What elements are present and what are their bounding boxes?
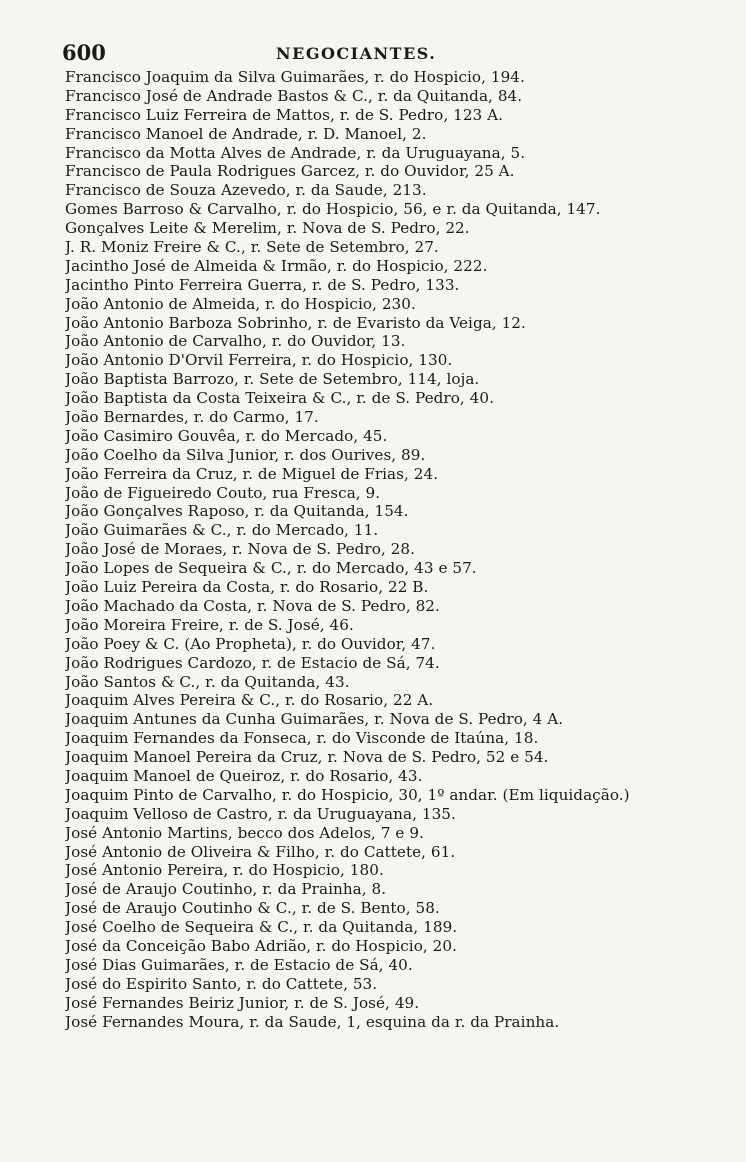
list-item: Francisco da Motta Alves de Andrade, r. da Uruguayana, 5.	[65, 143, 526, 162]
list-item: Joaquim Antunes da Cunha Guimarães, r. Nova de S. Pedro, 4 A.	[65, 710, 564, 729]
list-item: Joaquim Fernandes da Fonseca, r. do Visconde de Itaúna, 18.	[65, 729, 539, 748]
list-item: João Moreira Freire, r. de S. José, 46.	[65, 615, 354, 634]
running-title: NEGOCIANTES.	[276, 44, 437, 63]
list-item: João Ferreira da Cruz, r. de Miguel de Frias, 24.	[65, 464, 439, 483]
list-item: João de Figueiredo Couto, rua Fresca, 9.	[65, 483, 381, 502]
list-item: João Baptista da Costa Teixeira & C., r. de S. Pedro, 40.	[65, 389, 494, 408]
list-item: João Machado da Costa, r. Nova de S. Pedro, 82.	[65, 596, 440, 615]
list-item: Francisco Manoel de Andrade, r. D. Manoel, 2.	[65, 124, 427, 143]
list-item: José de Araujo Coutinho & C., r. de S. Bento, 58.	[65, 899, 440, 918]
list-item: João Baptista Barrozo, r. Sete de Setembro, 114, loja.	[65, 370, 480, 389]
list-item: João Rodrigues Cardozo, r. de Estacio de Sá, 74.	[65, 653, 440, 672]
list-item: Joaquim Velloso de Castro, r. da Uruguayana, 135.	[65, 804, 456, 823]
list-item: José Coelho de Sequeira & C., r. da Quitanda, 189.	[65, 918, 458, 937]
list-item: João Poey & C. (Ao Propheta), r. do Ouvidor, 47.	[65, 634, 436, 653]
list-item: Joaquim Pinto de Carvalho, r. do Hospicio, 30, 1º andar. (Em liquidação.)	[65, 785, 630, 804]
list-item: Gomes Barroso & Carvalho, r. do Hospicio, 56, e r. da Quitanda, 147.	[65, 200, 601, 219]
list-item: João Lopes de Sequeira & C., r. do Mercado, 43 e 57.	[65, 559, 477, 578]
list-item: João Luiz Pereira da Costa, r. do Rosario, 22 B.	[65, 578, 429, 597]
list-item: Joaquim Manoel de Queiroz, r. do Rosario, 43.	[65, 766, 423, 785]
list-item: Gonçalves Leite & Merelim, r. Nova de S. Pedro, 22.	[65, 219, 470, 238]
list-item: J. R. Moniz Freire & C., r. Sete de Setembro, 27.	[65, 238, 439, 257]
list-item: Joaquim Alves Pereira & C., r. do Rosario, 22 A.	[65, 691, 434, 710]
list-item: José Fernandes Beiriz Junior, r. de S. José, 49.	[65, 993, 420, 1012]
page-number: 600	[62, 40, 106, 65]
list-item: José Antonio de Oliveira & Filho, r. do Cattete, 61.	[65, 842, 456, 861]
list-item: José Fernandes Moura, r. da Saude, 1, esquina da r. da Prainha.	[65, 1012, 560, 1031]
list-item: João Gonçalves Raposo, r. da Quitanda, 154.	[65, 502, 409, 521]
list-item: João Bernardes, r. do Carmo, 17.	[65, 408, 319, 427]
list-item: Francisco Luiz Ferreira de Mattos, r. de S. Pedro, 123 A.	[65, 105, 504, 124]
list-item: Francisco Joaquim da Silva Guimarães, r. do Hospicio, 194.	[65, 68, 525, 86]
list-item: Francisco José de Andrade Bastos & C., r. da Quitanda, 84.	[65, 86, 523, 105]
list-item: João Antonio Barboza Sobrinho, r. de Evaristo da Veiga, 12.	[65, 313, 526, 332]
list-item: José Dias Guimarães, r. de Estacio de Sá, 40.	[65, 955, 413, 974]
list-item: João Coelho da Silva Junior, r. dos Ourives, 89.	[65, 445, 426, 464]
list-item: João José de Moraes, r. Nova de S. Pedro, 28.	[65, 540, 415, 559]
list-item: Jacintho Pinto Ferreira Guerra, r. de S. Pedro, 133.	[65, 275, 460, 294]
list-item: José Antonio Pereira, r. do Hospicio, 180.	[65, 861, 384, 880]
list-item: Francisco de Souza Azevedo, r. da Saude, 213.	[65, 181, 427, 200]
list-item: João Guimarães & C., r. do Mercado, 11.	[65, 521, 379, 540]
list-item: João Antonio de Carvalho, r. do Ouvidor, 13.	[65, 332, 406, 351]
list-item: José do Espirito Santo, r. do Cattete, 53.	[65, 974, 378, 993]
list-item: José da Conceição Babo Adrião, r. do Hospicio, 20.	[65, 936, 457, 955]
list-item: João Santos & C., r. da Quitanda, 43.	[65, 672, 350, 691]
list-item: João Antonio D'Orvil Ferreira, r. do Hospicio, 130.	[65, 351, 453, 370]
list-item: João Casimiro Gouvêa, r. do Mercado, 45.	[65, 426, 388, 445]
list-item: José Antonio Martins, becco dos Adelos, 7 e 9.	[65, 823, 424, 842]
list-item: José de Araujo Coutinho, r. da Prainha, 8.	[65, 880, 387, 899]
merchant-list	[65, 68, 741, 1031]
list-item: Jacintho José de Almeida & Irmão, r. do Hospicio, 222.	[65, 256, 488, 275]
list-item: Francisco de Paula Rodrigues Garcez, r. do Ouvidor, 25 A.	[65, 162, 515, 181]
list-item: João Antonio de Almeida, r. do Hospicio, 230.	[65, 294, 416, 313]
list-item: Joaquim Manoel Pereira da Cruz, r. Nova de S. Pedro, 52 e 54.	[65, 748, 549, 767]
